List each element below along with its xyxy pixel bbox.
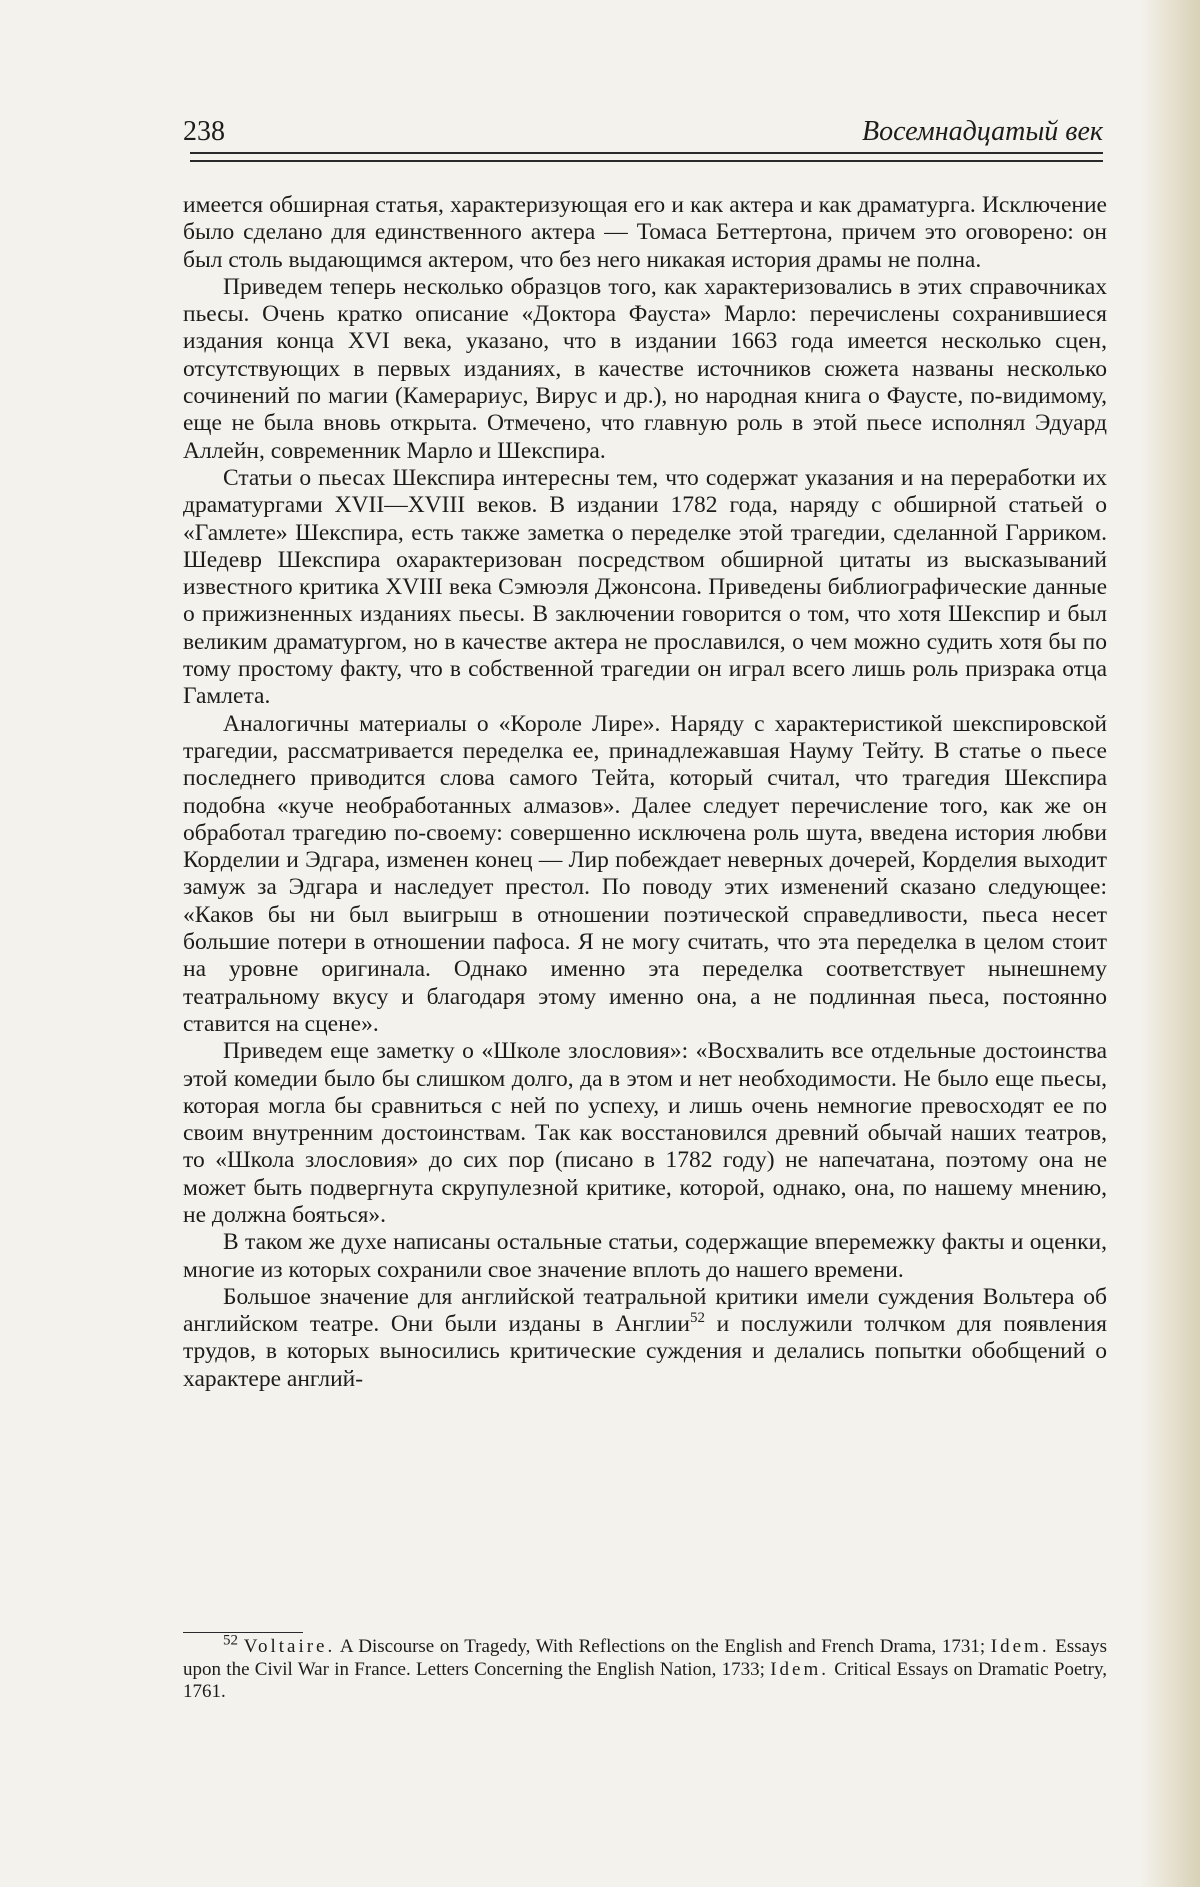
footnote-reference: 52	[689, 1310, 705, 1327]
paragraph	[183, 1284, 1107, 1393]
footnote-separator	[183, 1632, 303, 1633]
paragraph-text: и послужили толчком для появления трудов, в которых выносились критические суждения и делались попытки обобщений о характере англий-	[183, 1311, 1107, 1392]
paragraph: Аналогичны материалы о «Короле Лире». Наряду с характеристикой шекспировской трагедии, рассматривается переделка ее, принадлежавшая Науму Тейту. В статье о пьесе последнего приводится слова самого Тейта, который считал, что трагедия Шекспира подобна «куче необработанных алмазов». Далее следует перечисление того, как же он обработал трагедию по-своему: совершенно исключена роль шута, введена история любви Корделии и Эдгара, изменен конец — Лир побеждает неверных дочерей, Корделия выходит замуж за Эдгара и наследует престол. По поводу этих изменений сказано следующее: «Каков бы ни был выигрыш в отношении поэтической справедливости, пьеса несет большие потери в отношении пафоса. Я не могу считать, что эта переделка в целом стоит на уровне оригинала. Однако именно эта переделка соответствует нынешнему театральному вкусу и благодаря этому именно она, а не подлинная пьеса, постоянно ставится на сцене».	[183, 710, 1107, 1037]
footnote-text: Critical Essays on Dramatic Poetry, 1761.	[183, 1658, 1107, 1702]
paragraph: Приведем еще заметку о «Школе злословия»: «Восхвалить все отдельные достоинства этой комедии было бы слишком долго, да в этом и нет необходимости. Не было еще пьесы, которая могла бы сравниться с ней по успеху, и лишь очень немногие превосходят ее по своим внутренним достоинствам. Так как восстановился древний обычай наших театров, то «Школа злословия» до сих пор (писано в 1782 году) не напечатана, поэтому она не может быть подвергнута скрупулезной критике, которой, однако, она, по нашему мнению, не должна бояться».	[183, 1038, 1107, 1228]
paragraph: Статьи о пьесах Шекспира интересны тем, что содержат указания и на переработки их драматургами XVII—XVIII веков. В издании 1782 года, наряду с обширной статьей о «Гамлете» Шекспира, есть также заметка о переделке этой трагедии, сделанной Гарриком. Шедевр Шекспира охарактеризован посредством обширной цитаты из высказываний известного критика XVIII века Сэмюэля Джонсона. Приведены библиографические данные о прижизненных изданиях пьесы. В заключении говорится о том, что хотя Шекспир и был великим драматургом, но в качестве актера не прославился, о чем можно судить хотя бы по тому простому факту, что в собственной трагедии он играл всего лишь роль призрака отца Гамлета.	[183, 464, 1107, 710]
header-rule-bottom	[190, 160, 1103, 162]
footnote-number: 52	[223, 1632, 238, 1649]
footnote	[183, 1632, 1107, 1704]
footnote-text: A Discourse on Tragedy, With Reflections on the English and French Drama, 1731;	[335, 1636, 991, 1657]
page-number: 238	[183, 116, 225, 147]
paragraph-text: Большое значение для английской театральной критики имели суждения Вольтера об английском театре. Они были изданы в Англии	[183, 1283, 1107, 1338]
footnote-idem: Idem.	[770, 1658, 830, 1680]
body-text	[183, 192, 1107, 1393]
footnote-idem: Idem.	[990, 1636, 1050, 1657]
footnote-author: Voltaire.	[243, 1636, 336, 1657]
paragraph: В таком же духе написаны остальные статьи, содержащие вперемежку факты и оценки, многие из которых сохранили свое значение вплоть до нашего времени.	[183, 1229, 1107, 1283]
footnote-text: Essays upon the Civil War in France. Letters Concerning the English Nation, 1733;	[183, 1636, 1107, 1680]
paragraph: имеется обширная статья, характеризующая его и как актера и как драматурга. Исключение было сделано для единственного актера — Томаса Беттертона, причем это оговорено: он был столь выдающимся актером, что без него никакая история драмы не полна.	[183, 192, 1107, 273]
header-rule-top	[190, 152, 1103, 154]
running-title: Восемнадцатый век	[861, 116, 1103, 147]
paragraph: Приведем теперь несколько образцов того, как характеризовались в этих справочниках пьесы. Очень кратко описание «Доктора Фауста» Марло: перечислены сохранившиеся издания конца XVI века, указано, что в издании 1663 года имеется несколько сцен, отсутствующих в первых изданиях, в качестве источников сюжета названы несколько сочинений по магии (Камерариус, Вирус и др.), но народная книга о Фаусте, по-видимому, еще не была вновь открыта. Отмечено, что главную роль в этой пьесе исполнял Эдуард Аллейн, современник Марло и Шекспира.	[183, 273, 1107, 464]
page-edge-shadow	[1140, 0, 1200, 1887]
